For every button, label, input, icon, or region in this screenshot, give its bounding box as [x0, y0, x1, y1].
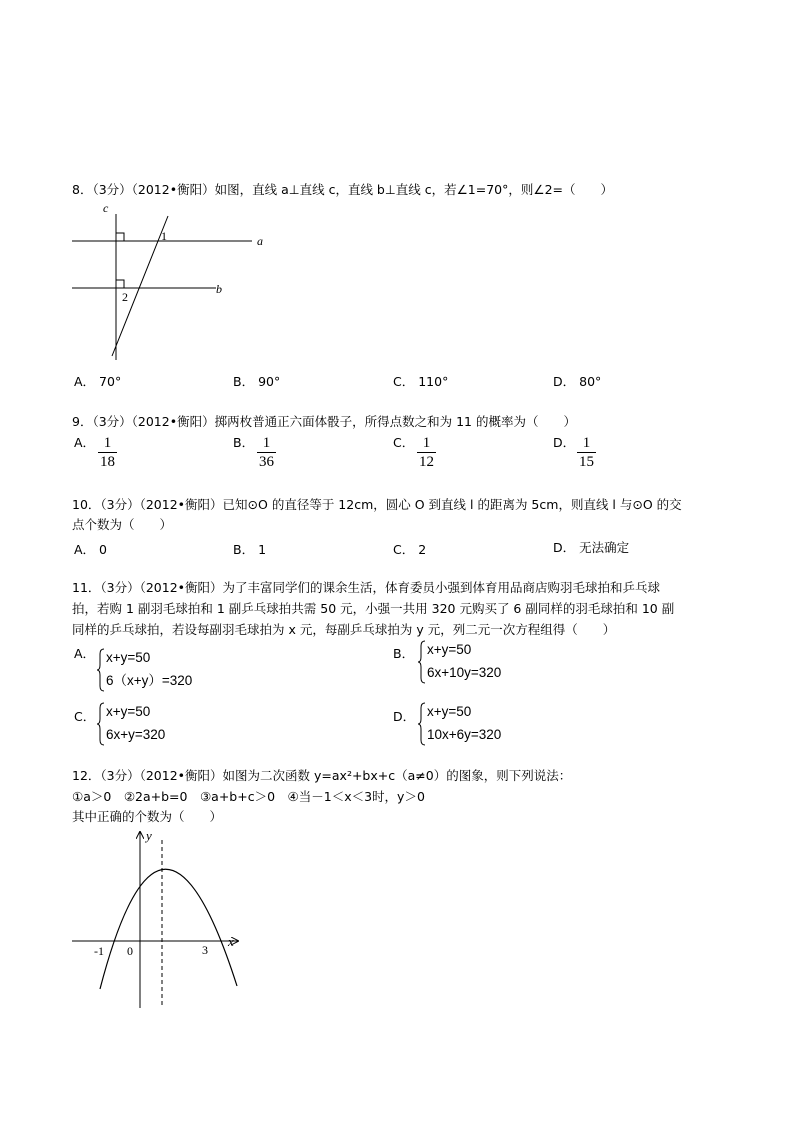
label-y: y — [146, 828, 152, 843]
q9-option-b-fraction[interactable]: 1 36 — [259, 435, 274, 470]
q9-option-c-letter: C． — [393, 435, 415, 450]
q9-option-d-fraction[interactable]: 1 15 — [579, 435, 594, 470]
q11-option-c-system[interactable]: x+y=50 6x+y=320 — [106, 700, 165, 746]
label-angle-1: 1 — [161, 229, 167, 243]
q12-text-line3: 其中正确的个数为（ ） — [72, 809, 223, 824]
q9-option-b-letter: B． — [233, 435, 255, 450]
q9-option-c-fraction[interactable]: 1 12 — [419, 435, 434, 470]
brace-icon — [418, 640, 426, 684]
label-b: b — [216, 282, 222, 296]
q11-text-line1: 11．（3分）（2012•衡阳）为了丰富同学们的课余生活，体育委员小强到体育用品商店购羽毛球拍和乒乓球 — [72, 580, 661, 595]
q12-text-line1: 12．（3分）（2012•衡阳）如图为二次函数 y=ax²+bx+c（a≠0）的图象，则下列说法： — [72, 768, 572, 783]
q11-option-a-letter: A． — [74, 646, 96, 661]
q10-text-line1: 10．（3分）（2012•衡阳）已知⊙O 的直径等于 12cm，圆心 O 到直线 l 的距离为 5cm，则直线 l 与⊙O 的交 — [72, 497, 682, 512]
q11-option-b-system[interactable]: x+y=50 6x+10y=320 — [427, 638, 501, 684]
brace-icon — [97, 648, 105, 692]
q11-option-c-letter: C． — [74, 709, 96, 724]
q10-option-a[interactable]: A． 0 — [74, 542, 107, 557]
q8-option-d[interactable]: D． 80° — [553, 374, 602, 389]
q8-text: 8．（3分）（2012•衡阳）如图，直线 a⊥直线 c，直线 b⊥直线 c，若∠1=70°，则∠2=（ ） — [72, 182, 614, 197]
label-neg1: -1 — [94, 944, 104, 958]
q8-option-c[interactable]: C． 110° — [393, 374, 449, 389]
q8-option-b[interactable]: B． 90° — [233, 374, 281, 389]
transversal-line — [112, 216, 168, 356]
q11-text-line2: 拍，若购 1 副羽毛球拍和 1 副乒乓球拍共需 50 元，小强一共用 320 元购买了 6 副同样的羽毛球拍和 10 副 — [72, 601, 675, 616]
label-a: a — [257, 234, 263, 248]
label-origin: 0 — [127, 944, 133, 958]
q10-option-d[interactable]: D． 无法确定 — [553, 540, 630, 555]
q10-option-c[interactable]: C． 2 — [393, 542, 427, 557]
q9-option-a-letter: A． — [74, 435, 96, 450]
q10-text-line2: 点个数为（ ） — [72, 517, 173, 532]
label-3: 3 — [202, 943, 208, 957]
brace-icon — [97, 702, 105, 746]
q9-option-a-fraction[interactable]: 1 18 — [100, 435, 115, 470]
label-c: c — [103, 201, 109, 215]
q11-option-b-letter: B． — [393, 646, 415, 661]
label-x: x — [228, 934, 234, 949]
q11-option-d-system[interactable]: x+y=50 10x+6y=320 — [427, 700, 501, 746]
q11-text-line3: 同样的乒乓球拍，若设每副羽毛球拍为 x 元，每副乒乓球拍为 y 元，列二元一次方程组得（ ） — [72, 622, 616, 637]
label-angle-2: 2 — [122, 290, 128, 304]
q10-option-b[interactable]: B． 1 — [233, 542, 267, 557]
right-angle-mark-b — [116, 280, 124, 288]
parabola-curve — [100, 869, 237, 989]
q11-option-a-system[interactable]: x+y=50 6（x+y）=320 — [106, 646, 192, 692]
q9-option-d-letter: D． — [553, 435, 576, 450]
brace-icon — [418, 702, 426, 746]
q12-parabola-figure — [66, 826, 266, 1016]
q12-text-line2: ①a＞0 ②2a+b=0 ③a+b+c＞0 ④当－1＜x＜3时，y＞0 — [72, 789, 425, 804]
q8-figure — [70, 200, 270, 360]
q8-option-a[interactable]: A． 70° — [74, 374, 122, 389]
right-angle-mark-a — [116, 233, 124, 241]
q11-option-d-letter: D． — [393, 709, 416, 724]
q9-text: 9．（3分）（2012•衡阳）掷两枚普通正六面体骰子，所得点数之和为 11 的概率为（ ） — [72, 414, 576, 429]
